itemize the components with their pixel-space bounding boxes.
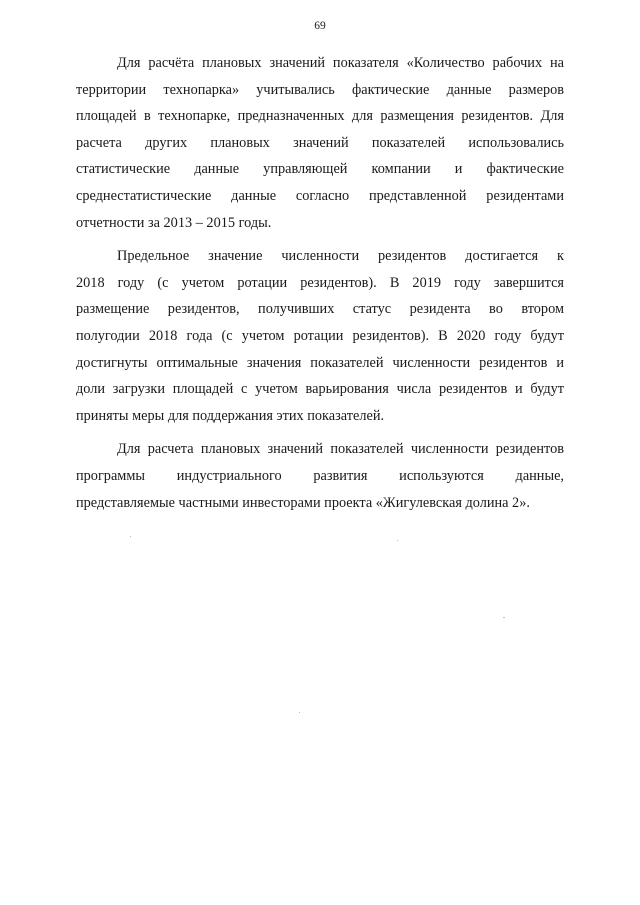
scan-speck bbox=[299, 712, 300, 713]
paragraph-program-data bbox=[76, 436, 564, 516]
scan-speck bbox=[130, 536, 131, 537]
text-line: доли загрузки площадей с учетом варьирования числа резидентов и будут bbox=[76, 381, 564, 398]
text-line: программы индустриального развития используются данные, bbox=[76, 467, 564, 484]
text-line: достигнуты оптимальные значения показателей численности резидентов и bbox=[76, 354, 564, 371]
text-line: представляемые частными инвесторами проекта «Жигулевская долина 2». bbox=[76, 494, 530, 511]
scan-speck bbox=[397, 540, 398, 541]
text-line: 2018 году (с учетом ротации резидентов). В 2019 году завершится bbox=[76, 274, 564, 291]
text-line: статистические данные управляющей компании и фактические bbox=[76, 161, 564, 178]
scan-speck bbox=[503, 617, 505, 618]
paragraph-resident-limit bbox=[76, 243, 564, 429]
page-number: 69 bbox=[314, 20, 326, 32]
text-line: Предельное значение численности резидентов достигается к bbox=[117, 248, 564, 265]
text-line: Для расчета плановых значений показателей численности резидентов bbox=[117, 441, 564, 458]
text-line: размещение резидентов, получивших статус резидента во втором bbox=[76, 301, 564, 318]
document-body bbox=[76, 50, 564, 523]
text-line: территории технопарка» учитывались фактические данные размеров bbox=[76, 81, 564, 98]
text-line: отчетности за 2013 – 2015 годы. bbox=[76, 214, 272, 231]
text-line: площадей в технопарке, предназначенных для размещения резидентов. Для bbox=[76, 108, 564, 125]
text-line: расчета других плановых значений показателей использовались bbox=[76, 134, 564, 151]
text-line: Для расчёта плановых значений показателя «Количество рабочих на bbox=[117, 55, 564, 71]
text-line: среднестатистические данные согласно представленной резидентами bbox=[76, 187, 564, 204]
text-line: полугодии 2018 года (с учетом ротации резидентов). В 2020 году будут bbox=[76, 327, 564, 344]
text-line: приняты меры для поддержания этих показателей. bbox=[76, 407, 385, 424]
paragraph-planned-values bbox=[76, 50, 564, 236]
